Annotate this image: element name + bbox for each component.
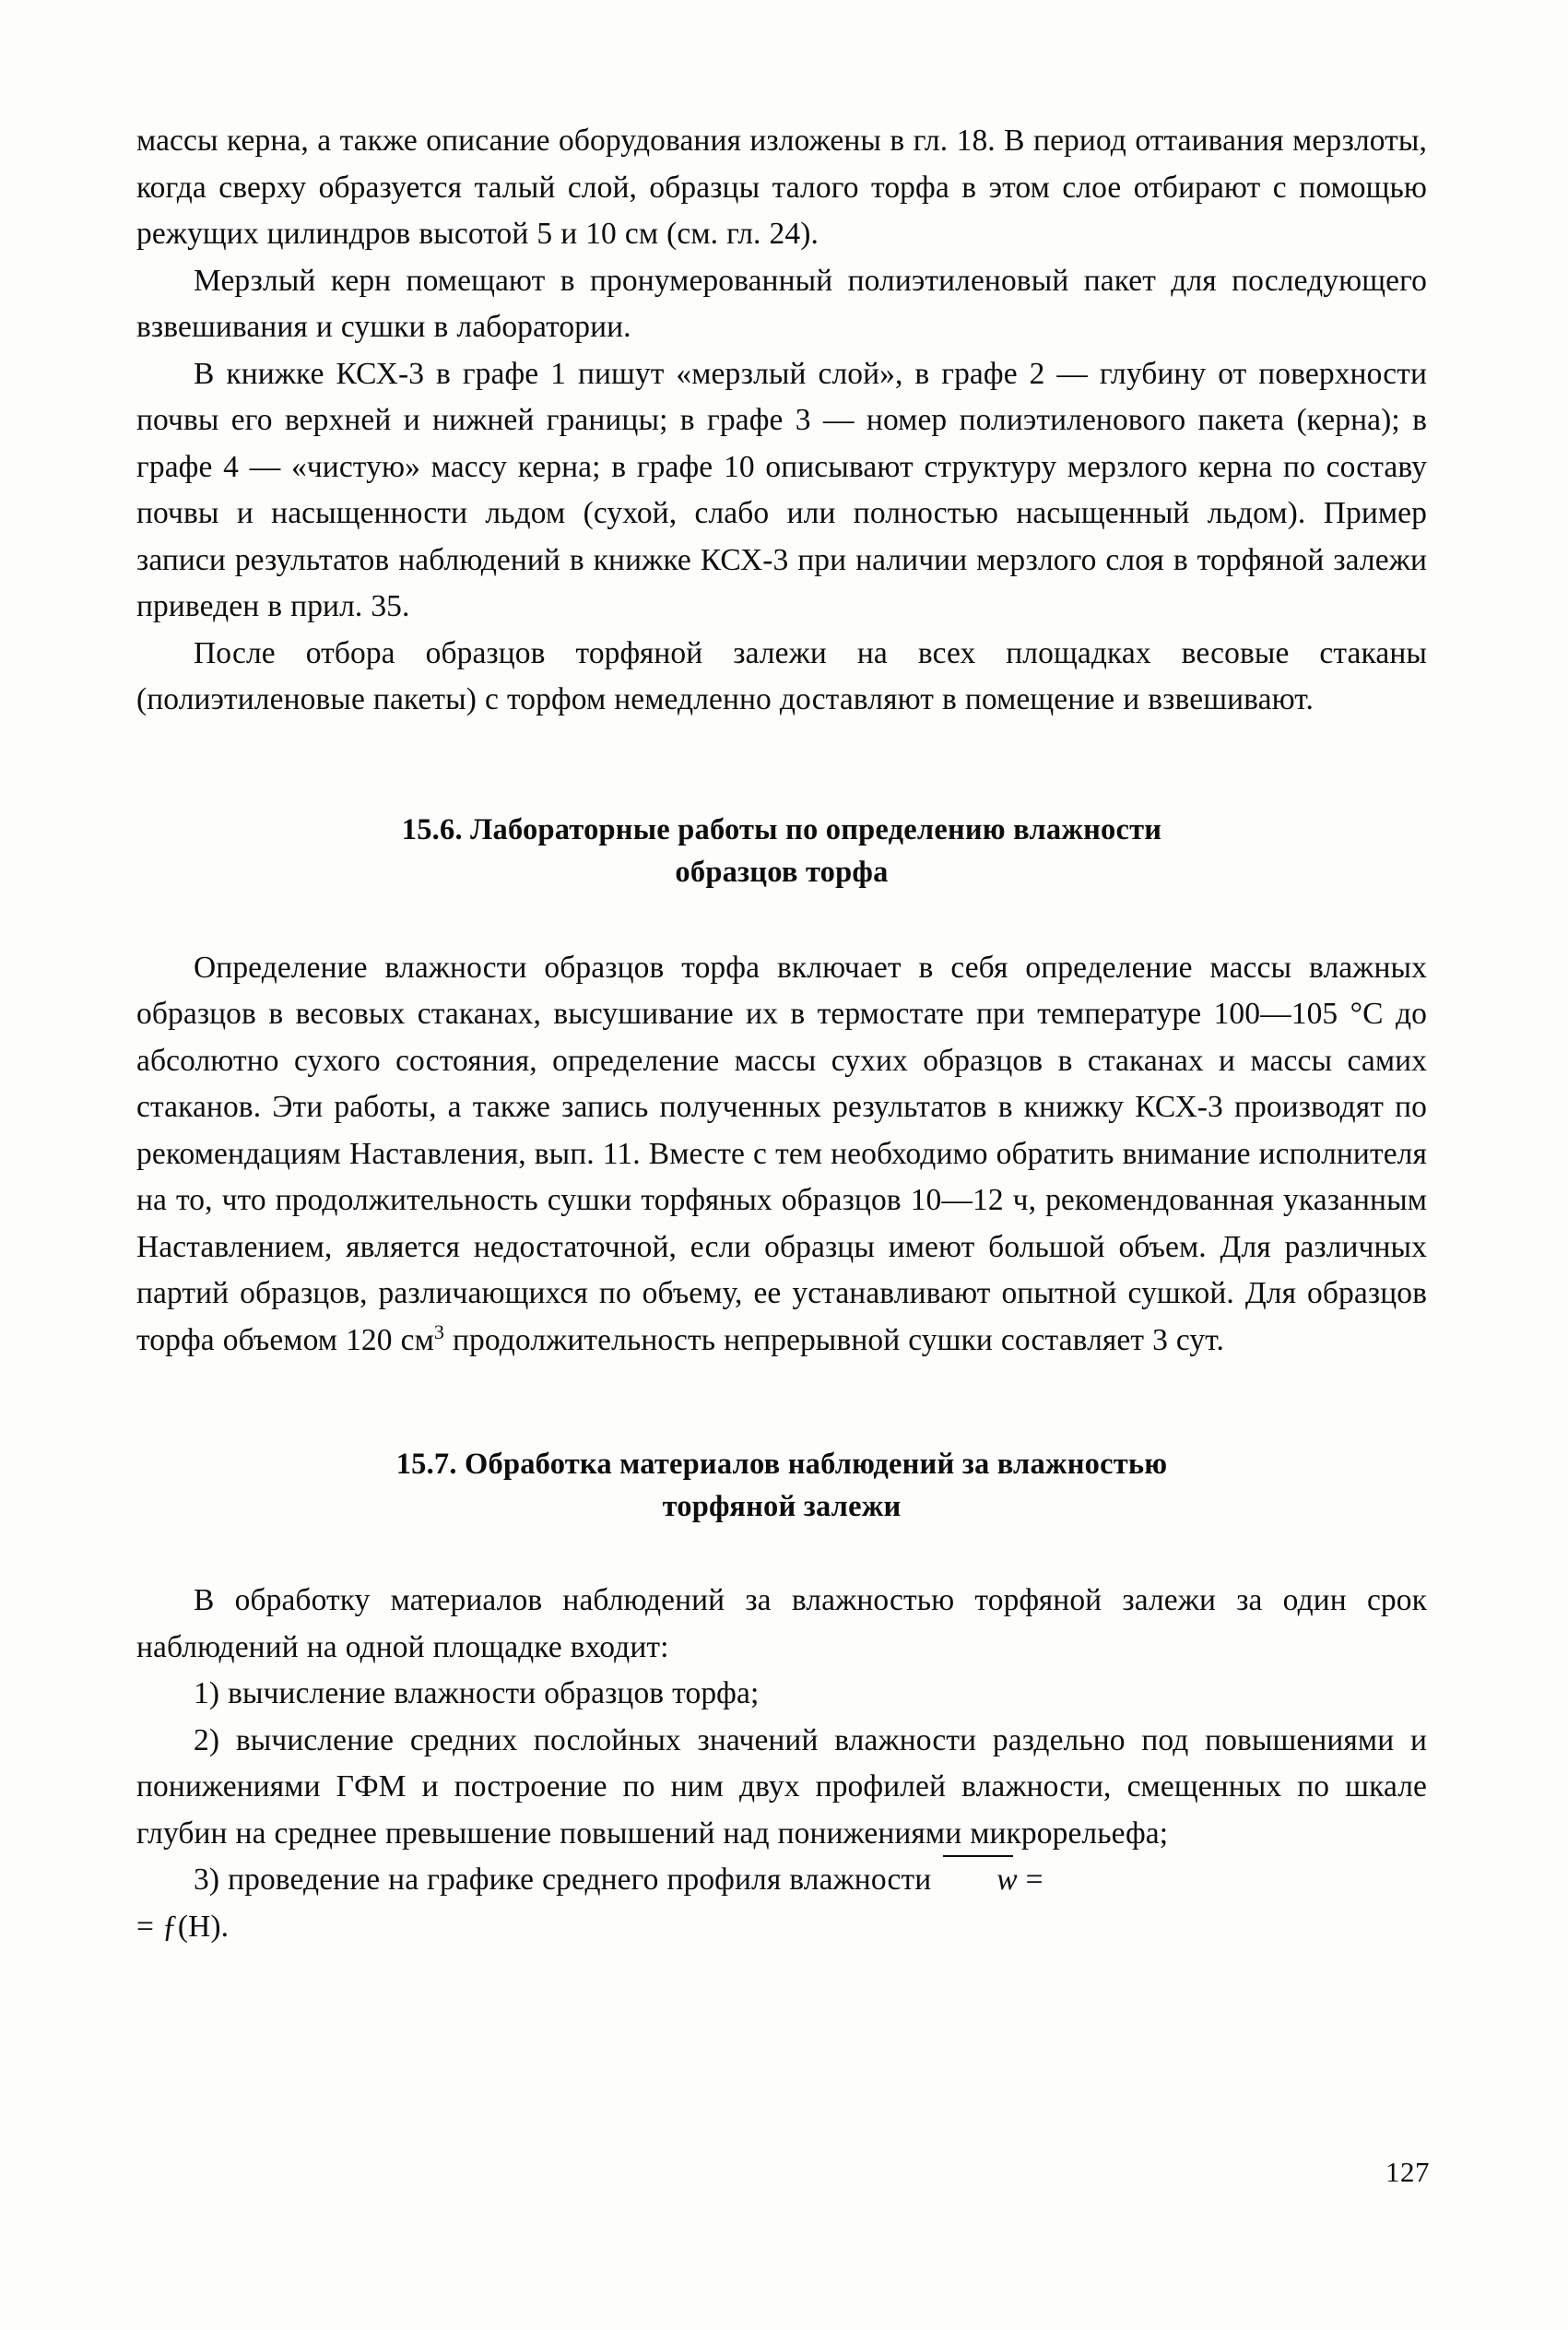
page-content [136,118,1427,1950]
body-paragraph-1-block [136,118,1427,258]
section-15-7-intro-block [136,1578,1427,1671]
section-15-6-heading-line-1: 15.6. Лабораторные работы по определению влажности [401,812,1162,846]
body-paragraph-4: После отбора образцов торфяной залежи на всех площадках весовые стаканы (полиэтиленовые пакеты) с торфом немедленно доставляют в помещение и взвешивают. [136,635,1427,716]
body-paragraph-2-block [136,258,1427,351]
body-paragraph-2: Мерзлый керн помещают в пронумерованный полиэтиленовый пакет для последующего взвешивания и сушки в лаборатории. [136,263,1427,344]
body-paragraph-4-block [136,631,1427,724]
section-15-7-paragraph-intro: В обработку материалов наблюдений за влажностью торфяной залежи за один срок наблюдений на одной площадке входит: [136,1583,1427,1664]
cubic-centimeter-exponent: 3 [433,1319,445,1343]
section-15-6-heading-line-2: образцов торфа [675,855,889,889]
section-15-6-paragraph-1-text-a: Определение влажности образцов торфа включает в себя определение массы влажных образцов в весовых стаканах, высушивание их в термостате при температуре 100—105 °C до абсолютно сухого состояния, определение массы сухих образцов в стаканах и массы самих стаканов. Эти работы, а также запись полученных результатов в книжку КСХ-3 производят по рекомендациям Наставления, вып. 11. Вместе с тем необходимо обратить внимание исполнителя на то, что продолжительность сушки торфяных образцов 10—12 ч, рекомендованная указанным Наставлением, является недостаточной, если образцы имеют большой объем. Для различных партий образцов, различающихся по объему, ее устанавливают опытной сушкой. Для образцов торфа объемом 120 см [136,950,1427,1357]
body-paragraph-3: В книжке КСХ-3 в графе 1 пишут «мерзлый слой», в графе 2 — глубину от поверхности почвы его верхней и нижней границы; в графе 3 — номер полиэтиленового пакета (керна); в графе 4 — «чистую» массу керна; в графе 10 описывают структуру мерзлого керна по составу почвы и насыщенности льдом (сухой, слабо или полностью насыщенный льдом). Пример записи результатов наблюдений в книжке КСХ-3 при наличии мерзлого слоя в торфяной залежи приведен в прил. 35. [136,356,1427,623]
section-15-7-heading [136,1443,1427,1528]
section-15-7-heading-line-1: 15.7. Обработка материалов наблюдений за влажностью [395,1448,1168,1481]
page-number: 127 [1385,2156,1430,2188]
section-15-6-paragraph-1 [136,945,1427,1365]
body-paragraph-1: массы керна, а также описание оборудования изложены в гл. 18. В период оттаивания мерзлоты, когда сверху образуется талый слой, образцы талого торфа в этом слое отбирают с помощью режущих цилиндров высотой 5 и 10 см (см. гл. 24). [136,124,1427,251]
section-15-7-heading-line-2: торфяной залежи [662,1490,902,1523]
body-paragraph-3-block [136,351,1427,631]
list-item-3-text-b: = [1017,1863,1043,1897]
section-15-6-paragraph-1-text-b: продолжительность непрерывной сушки составляет 3 сут. [444,1322,1224,1357]
mean-moisture-symbol: w [939,1857,1017,1904]
list-item-2: 2) вычисление средних послойных значений влажности раздельно под повышениями и понижениями ГФМ и построение по ним двух профилей влажности, смещенных по шкале глубин на среднее превышение повышений над понижениями микрорельефа; [136,1722,1427,1851]
list-item-3-text-a: 3) проведение на графике среднего профиля влажности [194,1863,940,1897]
section-15-7-list [136,1671,1427,1950]
list-item-1: 1) вычисление влажности образцов торфа; [194,1676,760,1710]
section-15-6-paragraph-block [136,945,1427,1365]
section-15-6-heading [136,809,1427,893]
list-item-3-formula-line: = ƒ(H). [136,1909,230,1944]
list-item-3 [136,1857,1427,1904]
